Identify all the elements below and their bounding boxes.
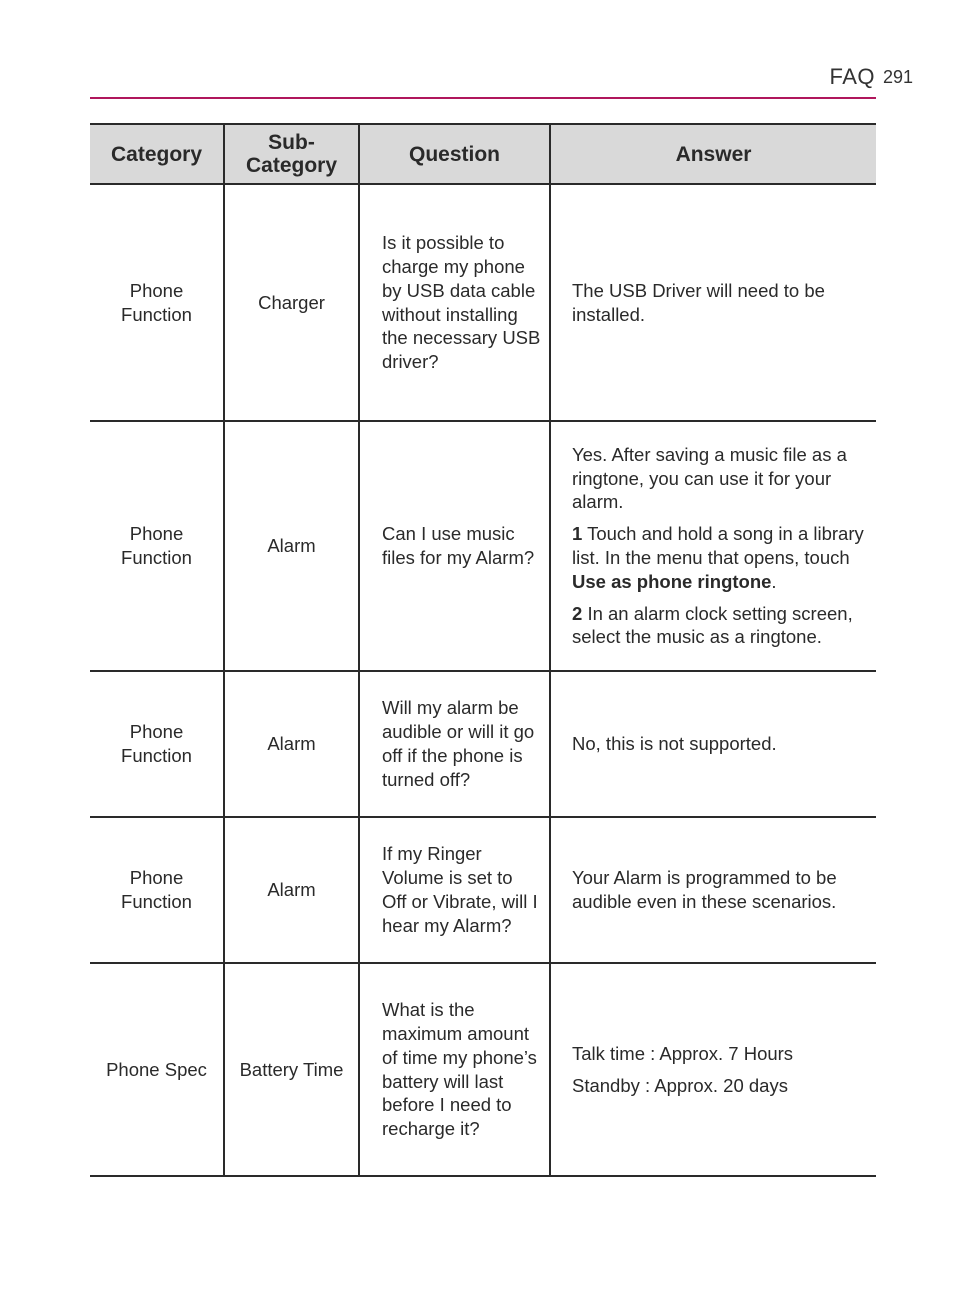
category-cell: Phone Function bbox=[90, 421, 224, 671]
category-cell: Phone Spec bbox=[90, 963, 224, 1176]
category-cell: Phone Function bbox=[90, 184, 224, 421]
answer-cell bbox=[550, 963, 876, 1176]
column-header-question: Question bbox=[359, 124, 550, 184]
step-text-end: . bbox=[771, 570, 777, 592]
table-row bbox=[90, 184, 876, 421]
answer-step bbox=[572, 602, 866, 650]
page-number: 291 bbox=[882, 67, 913, 87]
faq-table bbox=[90, 123, 876, 1177]
question-cell: Is it possible to charge my phone by USB data cable without installing the necessary USB driver? bbox=[359, 184, 550, 421]
sub-category-cell: Alarm bbox=[224, 817, 359, 963]
step-number: 1 bbox=[572, 523, 583, 545]
step-text: In an alarm clock setting screen, select the music as a ringtone. bbox=[572, 602, 853, 648]
step-bold-text: Use as phone ringtone bbox=[572, 570, 772, 592]
table-row bbox=[90, 817, 876, 963]
answer-cell: No, this is not supported. bbox=[550, 671, 876, 817]
sub-category-cell: Alarm bbox=[224, 421, 359, 671]
page-header bbox=[90, 62, 913, 92]
table-header-row bbox=[90, 124, 876, 184]
step-text: Touch and hold a song in a library list. In the menu that opens, touch bbox=[572, 523, 864, 568]
sub-category-cell: Battery Time bbox=[224, 963, 359, 1176]
table-row bbox=[90, 671, 876, 817]
question-cell: What is the maximum amount of time my phone’s battery will last before I need to recharge it? bbox=[359, 963, 550, 1176]
answer-cell: The USB Driver will need to be installed. bbox=[550, 184, 876, 421]
category-cell: Phone Function bbox=[90, 671, 224, 817]
question-cell: If my Ringer Volume is set to Off or Vibrate, will I hear my Alarm? bbox=[359, 817, 550, 963]
answer-line: Talk time : Approx. 7 Hours bbox=[572, 1042, 794, 1064]
sub-category-cell: Alarm bbox=[224, 671, 359, 817]
table-row bbox=[90, 421, 876, 671]
sub-category-cell: Charger bbox=[224, 184, 359, 421]
answer-step bbox=[572, 522, 866, 593]
section-title: FAQ bbox=[829, 64, 875, 89]
header-divider bbox=[90, 97, 876, 99]
answer-cell bbox=[550, 421, 876, 671]
question-cell: Will my alarm be audible or will it go off if the phone is turned off? bbox=[359, 671, 550, 817]
question-cell: Can I use music files for my Alarm? bbox=[359, 421, 550, 671]
table-row bbox=[90, 963, 876, 1176]
column-header-category: Category bbox=[90, 124, 224, 184]
answer-cell: Your Alarm is programmed to be audible even in these scenarios. bbox=[550, 817, 876, 963]
answer-intro: Yes. After saving a music file as a ringtone, you can use it for your alarm. bbox=[572, 443, 847, 513]
category-cell: Phone Function bbox=[90, 817, 224, 963]
answer-line: Standby : Approx. 20 days bbox=[572, 1074, 788, 1096]
column-header-answer: Answer bbox=[550, 124, 876, 184]
step-number: 2 bbox=[572, 602, 583, 624]
column-header-sub-category: Sub- Category bbox=[224, 124, 359, 184]
